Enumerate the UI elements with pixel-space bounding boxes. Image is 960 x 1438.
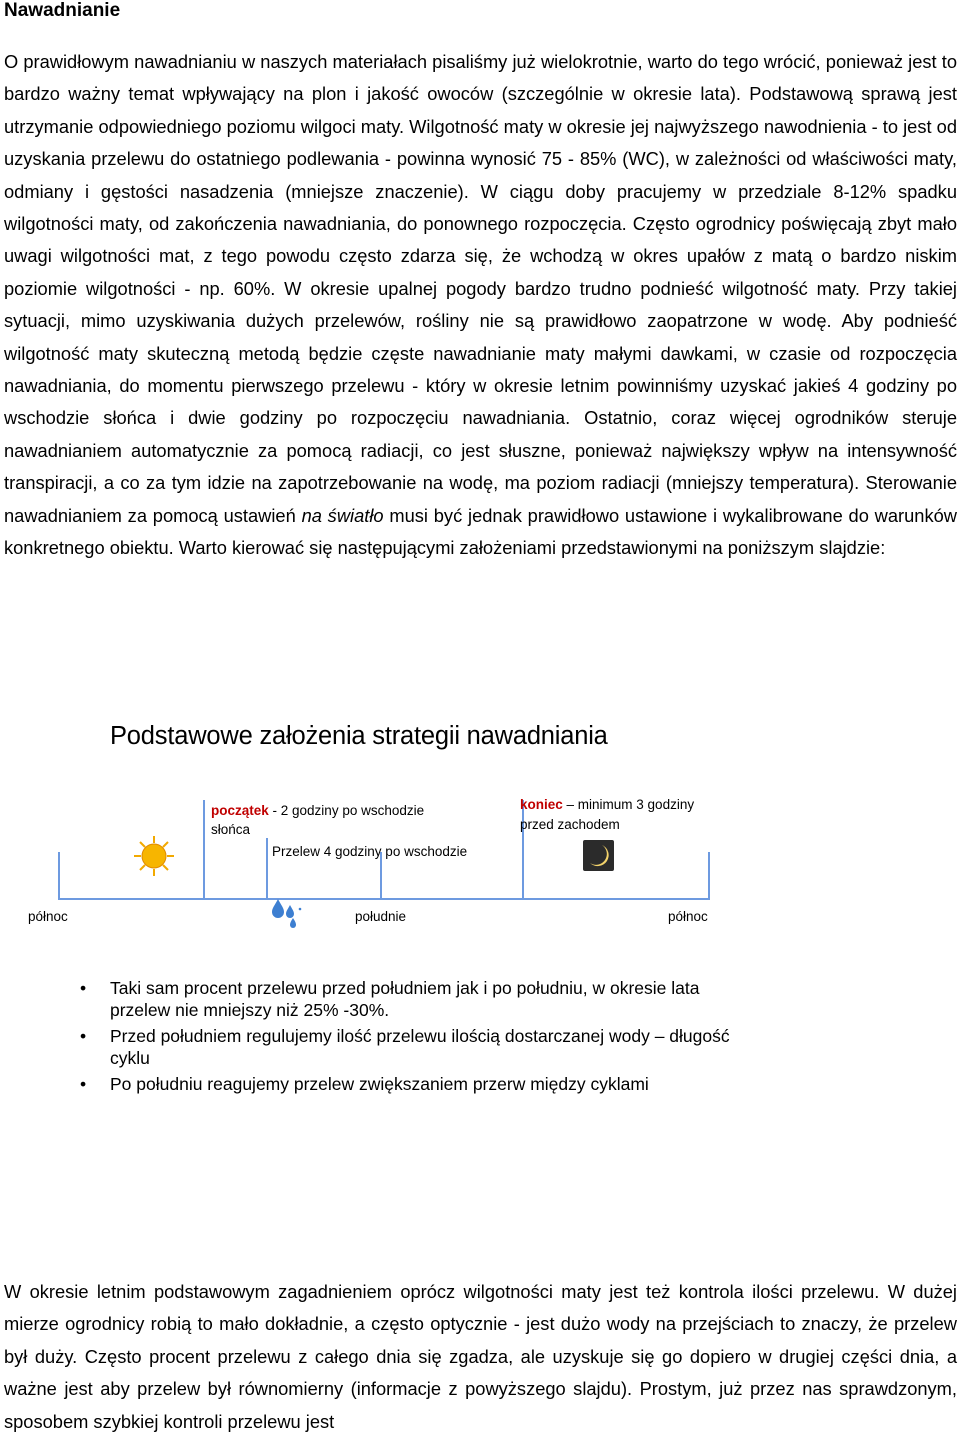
start-label-line2: słońca (211, 822, 251, 837)
start-rest: - 2 godziny po wschodzie (268, 803, 425, 818)
slide-title: Podstawowe założenia strategii nawadniania (110, 722, 608, 750)
timeline-tick-start (58, 852, 60, 900)
end-label (520, 797, 694, 812)
end-word: koniec (520, 797, 563, 812)
bullet-item: • Po południu reagujemy przelew zwiększaniem przerw między cyklami (80, 1074, 740, 1096)
axis-label-midnight-right: północ (668, 909, 708, 924)
timeline-tick-morning (203, 800, 205, 900)
sun-icon (132, 834, 176, 878)
end-rest: – minimum 3 godziny (562, 797, 695, 812)
intro-text-end: musi być jednak prawidłowo ustawione i wykalibrowane do warunków konkretnego obiektu. Warto kierować się następującymi założeniami przedstawionymi na poniższym slajdzie: (4, 504, 957, 559)
timeline-tick-overflow (266, 838, 268, 900)
timeline-tick-evening (522, 800, 524, 900)
second-paragraph: W okresie letnim podstawowym zagadnieniem oprócz wilgotności maty jest też kontrola ilości przelewu. W dużej mierze ogrodnicy robią to mało dokładnie, a często optycznie - jest dużo wody na przejściach to znaczy, że przelew był duży. Często procent przelewu z całego dnia się zgadza, ale uzyskuje się go dopiero w drugiej części dnia, a ważne jest aby przelew był równomierny (informacje z powyższego slajdu). Prostym, już przez nas sprawdzonym, sposobem szybkiej kontroli przelewu jest (4, 1281, 957, 1432)
start-word: początek (211, 803, 269, 818)
intro-text: O prawidłowym nawadnianiu w naszych materiałach pisaliśmy już wielokrotnie, warto do tego wrócić, ponieważ jest to bardzo ważny temat wpływający na plon i jakość owoców (szczególnie w okresie lata). Podstawową sprawą jest utrzymanie odpowiedniego poziomu wilgoci maty. Wilgotność maty w okresie jej najwyższego nawodnienia - to jest od uzyskania przelewu do ostatniego podlewania - powinna wynosić 75 - 85% (WC), w zależności od właściwości maty, odmiany i gęstości nasadzenia (mniejsze znaczenie). W ciągu doby pracujemy w przedziale 8-12% spadku wilgotności maty, od zakończenia nawadniania, do ponownego rozpoczęcia. Często ogrodnicy poświęcają zbyt mało uwagi wilgotności mat, z tego powodu często zdarza się, że wchodzą w okres upałów z matą o bardzo niskim poziomie wilgotności - np. 60%. W okresie upalnej pogody bardzo trudno podnieść wilgotność maty. Przy takiej sytuacji, mimo uzyskiwania dużych przelewów, rośliny nie są prawidłowo zaopatrzone w wodę. Aby podnieść wilgotność maty skuteczną metodą będzie częste nawadnianie maty małymi dawkami, w czasie od rozpoczęcia nawadniania, do momentu pierwszego przelewu - który w okresie letnim powinniśmy uzyskać jakieś 4 godziny po wschodzie słońca i dwie godziny po rozpoczęciu nawadniania. Ostatnio, coraz więcej ogrodników steruje nawadnianiem automatycznie za pomocą radiacji, co jest słuszne, ponieważ największy wpływ na intensywność transpiracji, a co za tym idzie na zapotrzebowanie na wodę, ma poziom radiacji (mniejszy temperatura). Sterowanie nawadnianiem za pomocą ustawień (4, 51, 957, 526)
timeline-axis (58, 898, 710, 900)
start-label (211, 803, 424, 818)
timeline-tick-noon (380, 852, 382, 900)
timeline-tick-end (708, 852, 710, 900)
page-title: Nawadnianie (4, 0, 121, 21)
slide-bullets (80, 978, 740, 1101)
intro-paragraph (4, 46, 957, 565)
end-label-line2: przed zachodem (520, 817, 620, 832)
bullet-item: • Przed południem regulujemy ilość przelewu ilością dostarczanej wody – długość cyklu (80, 1026, 740, 1069)
bullet-item: • Taki sam procent przelewu przed południem jak i po południu, w okresie lata przelew nie mniejszy niż 25% -30%. (80, 978, 740, 1021)
axis-label-midnight-left: północ (28, 909, 68, 924)
water-drops-icon (270, 897, 304, 931)
overflow-label: Przelew 4 godziny po wschodzie (272, 844, 468, 859)
axis-label-noon: południe (355, 909, 407, 924)
intro-italic: na światło (301, 504, 384, 526)
moon-icon (583, 840, 614, 871)
